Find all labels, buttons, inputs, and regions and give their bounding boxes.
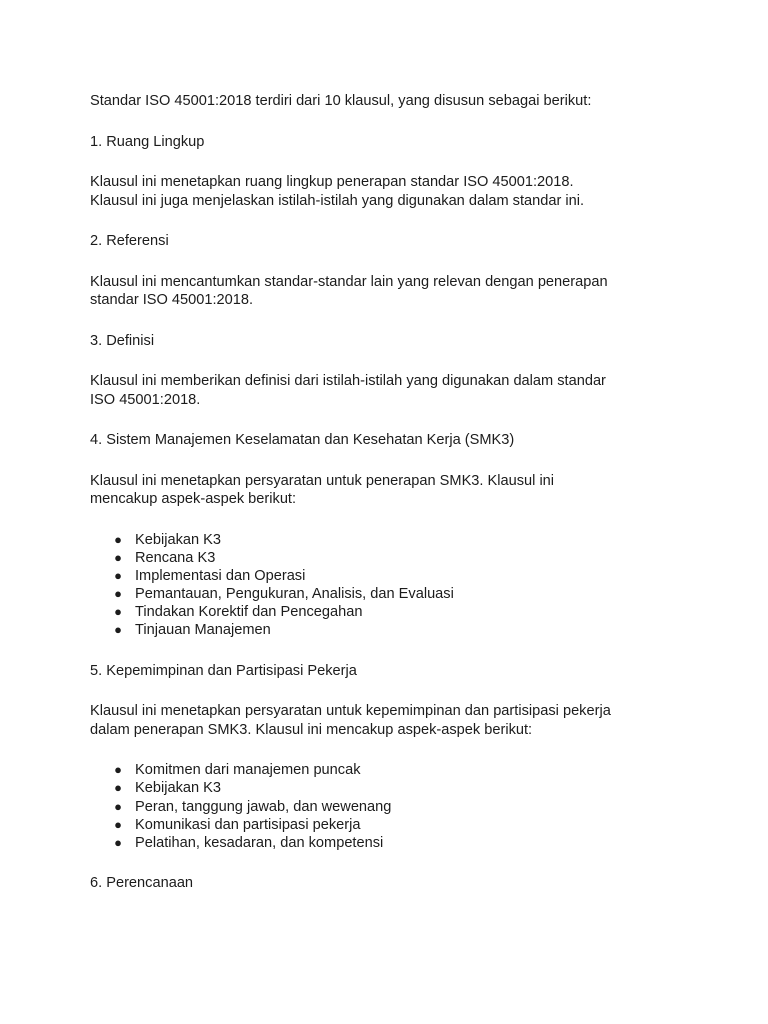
list-item-text: Tindakan Korektif dan Pencegahan xyxy=(135,604,363,621)
bullet-icon: ● xyxy=(114,762,122,778)
list-item-text: Pelatihan, kesadaran, dan kompetensi xyxy=(135,834,384,851)
list-item xyxy=(90,798,690,816)
section-heading-definisi: 3. Definisi xyxy=(90,332,155,349)
list-item xyxy=(90,621,690,639)
list-item xyxy=(90,834,690,852)
document-body xyxy=(90,92,690,915)
bullet-icon: ● xyxy=(114,567,122,583)
section-paragraph-referensi: Klausul ini mencantumkan standar-standar lain yang relevan dengan penerapan standar ISO 45001:2018. xyxy=(90,273,608,308)
section-paragraph-definisi: Klausul ini memberikan definisi dari istilah-istilah yang digunakan dalam standar ISO 45001:2018. xyxy=(90,373,606,408)
intro-text: Standar ISO 45001:2018 terdiri dari 10 klausul, yang disusun sebagai berikut: xyxy=(90,93,592,109)
list-item-text: Komunikasi dan partisipasi pekerja xyxy=(135,816,361,833)
section-heading-perencanaan: 6. Perencanaan xyxy=(90,875,194,892)
bullet-list-kepemimpinan xyxy=(90,761,690,852)
section-heading-smk3: 4. Sistem Manajemen Keselamatan dan Kesehatan Kerja (SMK3) xyxy=(90,432,515,448)
list-item xyxy=(90,531,690,549)
list-item xyxy=(90,585,690,603)
list-item-text: Pemantauan, Pengukuran, Analisis, dan Evaluasi xyxy=(135,586,454,603)
list-item xyxy=(90,603,690,621)
bullet-icon: ● xyxy=(114,531,122,547)
bullet-icon: ● xyxy=(114,549,122,565)
bullet-icon: ● xyxy=(114,798,122,814)
list-item xyxy=(90,761,690,779)
section-heading-ruang-lingkup: 1. Ruang Lingkup xyxy=(90,133,205,150)
list-item-text: Kebijakan K3 xyxy=(135,780,222,797)
list-item-text: Tinjauan Manajemen xyxy=(135,622,271,639)
section-paragraph-smk3: Klausul ini menetapkan persyaratan untuk penerapan SMK3. Klausul ini mencakup aspek-aspek berikut: xyxy=(90,472,555,507)
section-heading-kepemimpinan: 5. Kepemimpinan dan Partisipasi Pekerja xyxy=(90,662,357,679)
list-item-text: Peran, tanggung jawab, dan wewenang xyxy=(135,798,392,815)
list-item xyxy=(90,779,690,797)
bullet-icon: ● xyxy=(114,780,122,796)
list-item-text: Rencana K3 xyxy=(135,549,216,566)
bullet-icon: ● xyxy=(114,586,122,602)
section-paragraph-kepemimpinan: Klausul ini menetapkan persyaratan untuk kepemimpinan dan partisipasi pekerja dalam penerapan SMK3. Klausul ini mencakup aspek-aspek berikut: xyxy=(90,703,611,738)
list-item-text: Kebijakan K3 xyxy=(135,531,222,548)
list-item-text: Komitmen dari manajemen puncak xyxy=(135,762,361,779)
bullet-list-smk3 xyxy=(90,531,690,640)
bullet-icon: ● xyxy=(114,816,122,832)
bullet-icon: ● xyxy=(114,604,122,620)
bullet-icon: ● xyxy=(114,622,122,638)
list-item-text: Implementasi dan Operasi xyxy=(135,567,306,584)
bullet-icon: ● xyxy=(114,834,122,850)
section-paragraph-ruang-lingkup: Klausul ini menetapkan ruang lingkup penerapan standar ISO 45001:2018. Klausul ini juga menjelaskan istilah-istilah yang digunakan dalam standar ini. xyxy=(90,174,585,209)
list-item xyxy=(90,567,690,585)
list-item xyxy=(90,816,690,834)
list-item xyxy=(90,549,690,567)
section-heading-referensi: 2. Referensi xyxy=(90,233,169,249)
